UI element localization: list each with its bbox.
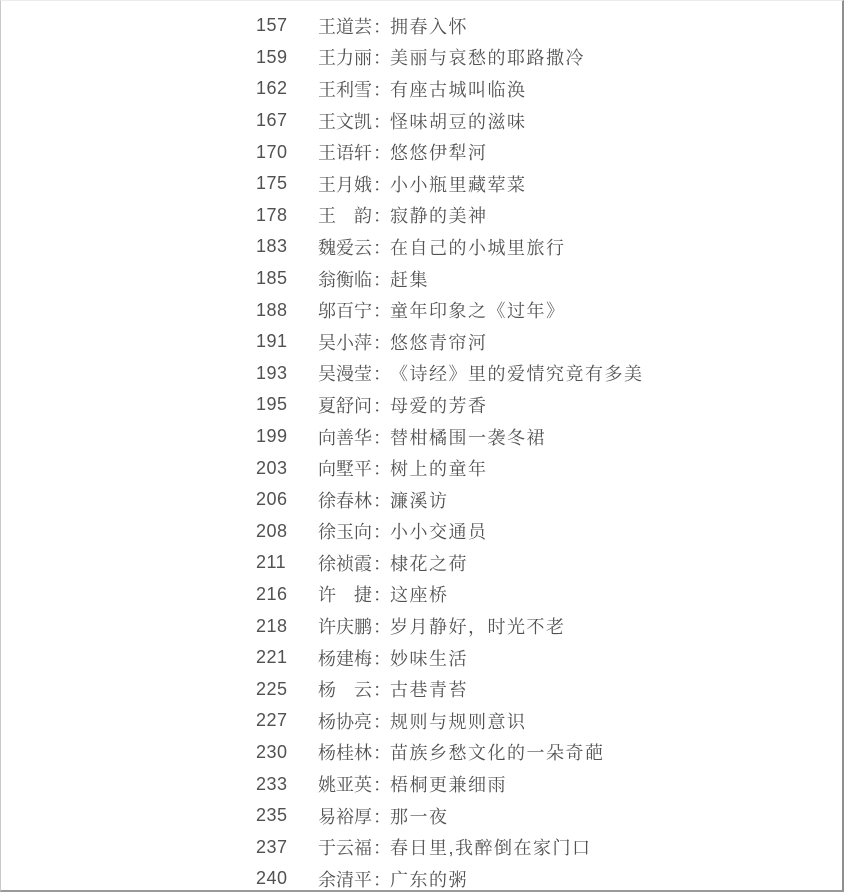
entry-title: 春日里,我醉倒在家门口 [390,838,592,859]
author-name: 余清平 [318,869,372,890]
colon-separator: ： [373,332,391,353]
colon-separator: ： [373,79,391,100]
toc-row [1,610,842,642]
toc-row [1,73,842,105]
page-number: 178 [256,204,288,225]
colon-separator: ： [373,838,391,859]
author-name: 许庆鹏 [318,617,372,638]
entry-title: 规则与规则意识 [390,711,527,732]
colon-separator: ： [373,206,391,227]
colon-separator: ： [373,806,391,827]
toc-row [1,768,842,800]
author-name: 王利雪 [318,79,372,100]
toc-row [1,579,842,611]
colon-separator: ： [373,711,391,732]
page-number: 221 [256,647,288,668]
toc-row [1,452,842,484]
colon-separator: ： [373,522,391,543]
author-name: 杨建梅 [318,648,372,669]
toc-row [1,326,842,358]
author-name: 徐春林 [318,490,372,511]
page-number: 159 [256,46,288,67]
entry-title: 有座古城叫临涣 [390,79,527,100]
author-name: 王 韵 [318,206,372,227]
author-name: 邬百宁 [318,301,372,322]
toc-row [1,168,842,200]
author-name: 向墅平 [318,459,372,480]
entry-title: 悠悠青帘河 [390,332,488,353]
colon-separator: ： [373,617,391,638]
author-name: 王语轩 [318,143,372,164]
page-number: 218 [256,615,288,636]
colon-separator: ： [373,553,391,574]
entry-title: 童年印象之《过年》 [390,301,566,322]
author-name: 王力丽 [318,48,372,69]
toc-row [1,673,842,705]
author-name: 夏舒问 [318,395,372,416]
toc-row [1,42,842,74]
author-name: 吴小萍 [318,332,372,353]
entry-title: 那一夜 [390,806,449,827]
author-name: 王文凯 [318,111,372,132]
toc-row [1,200,842,232]
colon-separator: ： [373,237,391,258]
colon-separator: ： [373,48,391,69]
page-number: 188 [256,299,288,320]
page-number: 230 [256,741,288,762]
entry-title: 古巷青苔 [390,680,468,701]
page-number: 240 [256,868,288,889]
entry-title: 濂溪访 [390,490,449,511]
colon-separator: ： [373,648,391,669]
colon-separator: ： [373,585,391,606]
toc-row [1,263,842,295]
entry-title: 赶集 [390,269,429,290]
author-name: 许 捷 [318,585,372,606]
toc-row [1,231,842,263]
entry-title: 替柑橘围一袭冬裙 [390,427,546,448]
author-name: 王月娥 [318,174,372,195]
entry-title: 树上的童年 [390,459,488,480]
author-name: 杨 云 [318,680,372,701]
colon-separator: ： [373,269,391,290]
toc-row [1,516,842,548]
toc-row [1,547,842,579]
colon-separator: ： [373,459,391,480]
toc-row [1,294,842,326]
toc-row [1,863,842,892]
entry-title: 妙味生活 [390,648,468,669]
entry-title: 梧桐更兼细雨 [390,775,507,796]
page-number: 175 [256,173,288,194]
colon-separator: ： [373,427,391,448]
entry-title: 苗族乡愁文化的一朵奇葩 [390,743,605,764]
entry-title: 怪味胡豆的滋味 [390,111,527,132]
toc-row [1,421,842,453]
entry-title: 拥春入怀 [390,16,468,37]
page-number: 235 [256,805,288,826]
toc-row [1,389,842,421]
colon-separator: ： [373,775,391,796]
colon-separator: ： [373,364,391,385]
page-number: 195 [256,394,288,415]
page-number: 199 [256,426,288,447]
author-name: 于云福 [318,838,372,859]
entry-title: 悠悠伊犁河 [390,143,488,164]
entry-title: 这座桥 [390,585,449,606]
author-name: 吴漫莹 [318,364,372,385]
page-number: 225 [256,678,288,699]
page-number: 183 [256,236,288,257]
page-number: 227 [256,710,288,731]
toc-row [1,136,842,168]
author-name: 杨桂林 [318,743,372,764]
page-number: 208 [256,520,288,541]
entry-title: 小小交通员 [390,522,488,543]
entry-title: 广东的粥 [390,869,468,890]
page-number: 206 [256,489,288,510]
page-number: 191 [256,331,288,352]
page-number: 162 [256,78,288,99]
author-name: 徐玉向 [318,522,372,543]
toc-row [1,705,842,737]
toc-row [1,358,842,390]
colon-separator: ： [373,680,391,701]
page-number: 211 [256,552,287,573]
page-number: 157 [256,15,288,36]
entry-title: 寂静的美神 [390,206,488,227]
page-number: 193 [256,362,288,383]
page-number: 233 [256,773,288,794]
author-name: 魏爱云 [318,237,372,258]
entry-title: 母爱的芳香 [390,395,488,416]
entry-title: 棣花之荷 [390,553,468,574]
page-number: 185 [256,268,288,289]
toc-row [1,831,842,863]
author-name: 姚亚英 [318,775,372,796]
toc-row [1,10,842,42]
colon-separator: ： [373,111,391,132]
page-number: 167 [256,110,288,131]
entry-title: 小小瓶里藏荤菜 [390,174,527,195]
author-name: 王道芸 [318,16,372,37]
toc-row [1,105,842,137]
toc-row [1,800,842,832]
page-number: 237 [256,836,288,857]
entry-title: 在自己的小城里旅行 [390,237,566,258]
author-name: 向善华 [318,427,372,448]
colon-separator: ： [373,743,391,764]
entry-title: 《诗经》里的爱情究竟有多美 [390,364,644,385]
page-number: 170 [256,141,288,162]
author-name: 徐祯霞 [318,553,372,574]
colon-separator: ： [373,869,391,890]
page-number: 216 [256,583,288,604]
colon-separator: ： [373,395,391,416]
colon-separator: ： [373,490,391,511]
page-number: 203 [256,457,288,478]
colon-separator: ： [373,16,391,37]
entry-title: 美丽与哀愁的耶路撒冷 [390,48,585,69]
toc-row [1,484,842,516]
toc-row [1,642,842,674]
author-name: 翁衡临 [318,269,372,290]
colon-separator: ： [373,174,391,195]
table-of-contents [1,10,842,892]
toc-row [1,737,842,769]
colon-separator: ： [373,301,391,322]
author-name: 易裕厚 [318,806,372,827]
entry-title: 岁月静好，时光不老 [390,617,566,638]
author-name: 杨协亮 [318,711,372,732]
colon-separator: ： [373,143,391,164]
